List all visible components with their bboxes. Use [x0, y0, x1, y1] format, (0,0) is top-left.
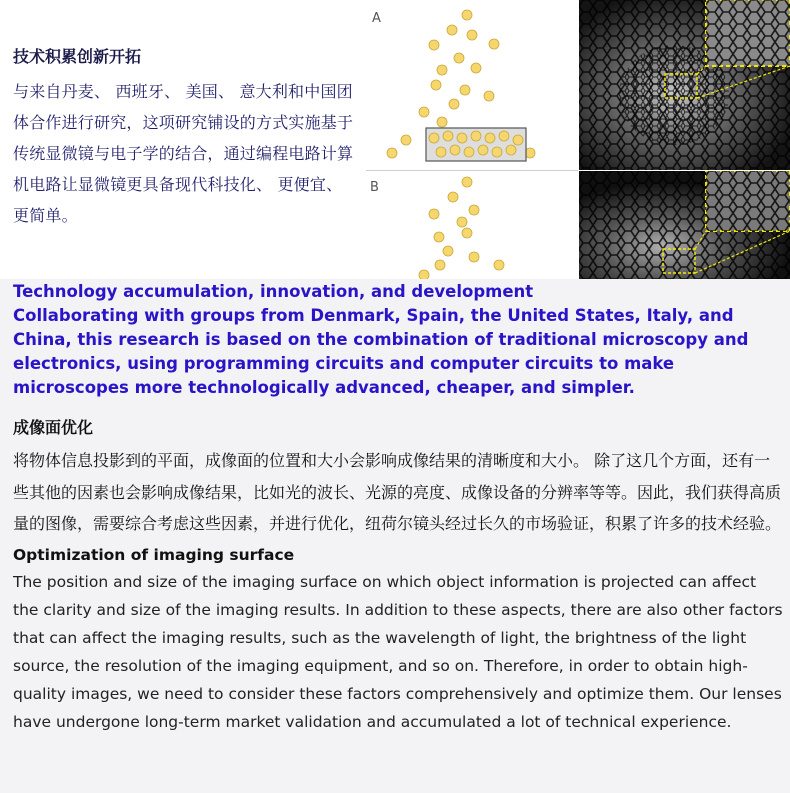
section1-body-cn: 与来自丹麦、 西班牙、 美国、 意大利和中国团体合作进行研究，这项研究铺设的方式实施基于传统显微镜与电子学的结合，通过编程电路计算机电路让显微镜更具备现代科技化、 更便宜、 更简单。 — [13, 82, 354, 225]
section1-cn — [13, 46, 358, 231]
panel-a-label: A — [372, 11, 381, 26]
particle-dot — [460, 85, 470, 95]
section1-body-en: Collaborating with groups from Denmark, Spain, the United States, Italy, and China, this research is based on the combination of traditional microscopy and electronics, using programming circuits and computer circuits to make microscopes more technologically advanced, cheaper, and simpler. — [13, 306, 749, 397]
particle-dot — [462, 228, 472, 238]
particle-dot — [448, 192, 458, 202]
particle-dot — [429, 209, 439, 219]
diagram-panel-b — [366, 171, 578, 279]
particle-dot — [462, 177, 472, 187]
particle-dot — [471, 63, 481, 73]
micrograph-a — [579, 0, 790, 170]
particle-dot — [449, 99, 459, 109]
particle-dot — [401, 135, 411, 145]
section1-title-en: Technology accumulation, innovation, and development — [13, 282, 534, 301]
section2-body-en: The position and size of the imaging surface on which object information is projected can affect the clarity and size of the imaging results. In addition to these aspects, there are also other factors that can affect the imaging results, such as the wavelength of light, the brightness of the light source, the resolution of the imaging equipment, and so on. Therefore, in order to obtain high-quality images, we need to consider these factors comprehensively and optimize them. Our lenses have undergone long-term market validation and accumulated a lot of technical experience. — [13, 572, 783, 731]
micrograph-a-image — [579, 0, 790, 170]
particle-dot — [450, 145, 460, 155]
section1-en — [13, 280, 783, 400]
particle-dot — [419, 107, 429, 117]
particle-dot — [457, 133, 467, 143]
particle-dot — [436, 147, 446, 157]
section2-body-cn: 将物体信息投影到的平面，成像面的位置和大小会影响成像结果的清晰度和大小。 除了这几个方面，还有一些其他的因素也会影响成像结果，比如光的波长、光源的亮度、成像设备的分辨率等等。因此，我们获得高质量的图像，需要综合考虑这些因素，并进行优化，纽荷尔镜头经过长久的市场验证，积累了许多的技术经验。 — [13, 451, 782, 533]
particle-dot — [434, 232, 444, 242]
particle-dot — [513, 135, 523, 145]
particle-dot — [419, 270, 429, 279]
particle-diagram-b — [366, 171, 578, 279]
section1-title-cn: 技术积累创新开拓 — [13, 47, 142, 66]
section2-title-cn: 成像面优化 — [13, 418, 94, 437]
microscopy-figure — [366, 0, 790, 279]
particle-dot — [485, 133, 495, 143]
micrograph-b-image — [579, 171, 790, 279]
particle-dot — [469, 205, 479, 215]
particle-dot — [489, 39, 499, 49]
particle-dot — [492, 147, 502, 157]
particle-dot — [494, 260, 504, 270]
micrograph-b — [579, 171, 790, 279]
particle-dot — [471, 131, 481, 141]
particle-dot — [469, 252, 479, 262]
particle-dot — [443, 246, 453, 256]
panel-b-label: B — [370, 180, 379, 195]
particle-dot — [484, 91, 494, 101]
particle-dot — [467, 30, 477, 40]
particle-dot — [443, 131, 453, 141]
particle-dot — [499, 131, 509, 141]
particle-dot — [435, 260, 445, 270]
particle-dot — [457, 217, 467, 227]
particle-dot — [437, 65, 447, 75]
section2-title-en: Optimization of imaging surface — [13, 545, 295, 564]
particle-dot — [478, 145, 488, 155]
particle-dot — [506, 145, 516, 155]
diagram-panel-a — [366, 0, 578, 171]
particle-dot — [429, 133, 439, 143]
particle-dot — [447, 25, 457, 35]
particle-dots-b — [419, 177, 504, 279]
particle-dot — [464, 147, 474, 157]
section2 — [13, 417, 783, 736]
particle-dot — [437, 117, 447, 127]
particle-dot — [387, 148, 397, 158]
particle-diagram-a — [366, 0, 578, 170]
particle-dot — [462, 10, 472, 20]
particle-dot — [431, 80, 441, 90]
particle-dot — [429, 40, 439, 50]
particle-dot — [454, 53, 464, 63]
